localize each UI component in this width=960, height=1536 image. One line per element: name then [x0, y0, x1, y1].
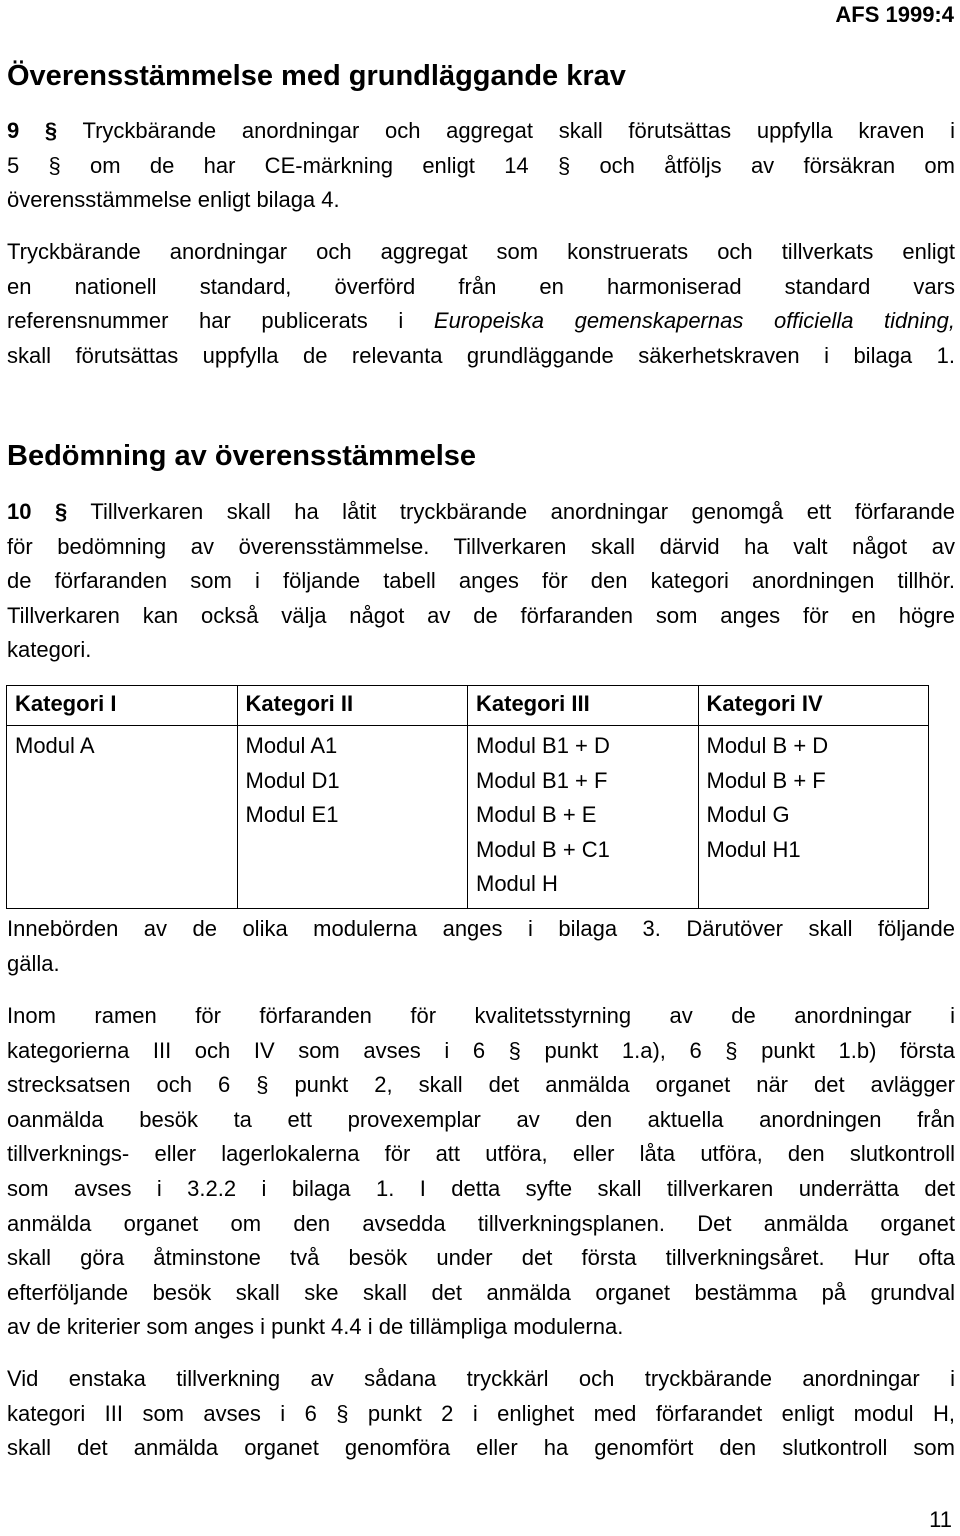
module-item: Modul B1 + D: [476, 733, 610, 758]
paragraph-single-manufacturing: [7, 1362, 955, 1466]
paragraph-9-second: [7, 235, 955, 373]
paragraph-line: Tryckbärande anordningar och aggregat som konstruerats och tillverkats enligt: [7, 239, 955, 264]
paragraph-line: Tillverkaren kan också välja något av de förfaranden som anges för en högre: [7, 602, 955, 628]
category-module-table: [6, 685, 929, 909]
paragraph-line: tillverknings- eller lagerlokalerna för att utföra, eller låta utföra, den slutkontroll: [7, 1141, 955, 1167]
publication-title: Europeiska gemenskapernas officiella tidning,: [433, 308, 955, 334]
paragraph-10: [7, 495, 955, 668]
table-cell: [698, 726, 929, 909]
table-cell: [237, 726, 468, 909]
paragraph-line: överensstämmelse enligt bilaga 4.: [7, 187, 340, 213]
paragraph-line: kategori III som avses i 6 § punkt 2 i enlighet med förfarandet enligt modul H,: [7, 1400, 955, 1426]
module-item: Modul B + E: [476, 802, 597, 828]
paragraph-line: de förfaranden som i följande tabell anges för den kategori anordningen tillhör.: [7, 568, 955, 594]
table-header-cell: Kategori I: [7, 686, 238, 726]
paragraph-text: Tillverkaren skall ha låtit tryckbärande anordningar genomgå ett förfarande: [67, 499, 956, 524]
paragraph-line: skall förutsättas uppfylla de relevanta grundläggande säkerhetskraven i bilaga 1.: [7, 342, 955, 368]
table-header-cell: Kategori IV: [698, 686, 929, 726]
module-item: Modul H: [476, 871, 558, 897]
paragraph-line: oanmälda besök ta ett provexemplar av den aktuella anordningen från: [7, 1106, 955, 1132]
paragraph-line: Vid enstaka tillverkning av sådana tryckkärl och tryckbärande anordningar i: [7, 1366, 955, 1391]
paragraph-line: Innebörden av de olika modulerna anges i bilaga 3. Därutöver skall följande: [7, 916, 955, 941]
section-heading-grundlaggande-krav: Överensstämmelse med grundläggande krav: [7, 60, 626, 92]
document-reference: AFS 1999:4: [835, 2, 954, 27]
module-item: Modul B + D: [706, 733, 829, 758]
paragraph-line: av de kriterier som anges i punkt 4.4 i de tillämpliga modulerna.: [7, 1314, 624, 1340]
table-cell: [468, 726, 699, 909]
paragraph-quality-management: [7, 999, 955, 1345]
paragraph-line: efterföljande besök skall ske skall det anmälda organet bestämma på grundval: [7, 1279, 955, 1305]
paragraph-line: [7, 495, 955, 530]
module-item: Modul B1 + F: [476, 767, 608, 793]
paragraph-line: 5 § om de har CE-märkning enligt 14 § och åtföljs av försäkran om: [7, 152, 955, 178]
paragraph-number: 9 §: [7, 118, 58, 143]
paragraph-line: [7, 114, 955, 149]
paragraph-line: kategori.: [7, 637, 92, 663]
paragraph-line: gälla.: [7, 950, 60, 976]
module-item: Modul B + F: [706, 767, 826, 793]
paragraph-line: skall göra åtminstone två besök under det första tillverkningsåret. Hur ofta: [7, 1245, 955, 1271]
paragraph-line: för bedömning av överensstämmelse. Tillverkaren skall därvid ha valt något av: [7, 533, 955, 559]
table-row: [7, 726, 929, 909]
paragraph-modules-meaning: [7, 912, 955, 981]
module-item: Modul A: [15, 733, 95, 758]
module-item: Modul H1: [706, 836, 801, 862]
paragraph-line: som avses i 3.2.2 i bilaga 1. I detta syfte skall tillverkaren underrätta det: [7, 1175, 955, 1201]
page-number: 11: [929, 1507, 952, 1532]
module-item: Modul B + C1: [476, 836, 610, 862]
module-item: Modul E1: [245, 802, 339, 828]
paragraph-text: Tryckbärande anordningar och aggregat skall förutsättas uppfylla kraven i: [57, 118, 955, 143]
paragraph-line: [7, 304, 955, 339]
table-header-row: [7, 686, 929, 726]
module-item: Modul D1: [245, 767, 340, 793]
paragraph-number: 10 §: [7, 499, 68, 524]
table-cell: [7, 726, 238, 909]
module-item: Modul A1: [245, 733, 338, 758]
module-item: Modul G: [706, 802, 790, 828]
table-header-cell: Kategori II: [237, 686, 468, 726]
section-heading-bedomning: Bedömning av överensstämmelse: [7, 440, 477, 472]
table-header-cell: Kategori III: [468, 686, 699, 726]
paragraph-line: skall det anmälda organet genomföra eller ha genomfört den slutkontroll som: [7, 1435, 955, 1461]
paragraph-text: referensnummer har publicerats i: [7, 308, 434, 334]
paragraph-line: strecksatsen och 6 § punkt 2, skall det anmälda organet när det avlägger: [7, 1072, 955, 1098]
paragraph-9: [7, 114, 955, 218]
paragraph-line: kategorierna III och IV som avses i 6 § punkt 1.a), 6 § punkt 1.b) första: [7, 1037, 955, 1063]
paragraph-line: en nationell standard, överförd från en harmoniserad standard vars: [7, 273, 955, 299]
paragraph-line: anmälda organet om den avsedda tillverkningsplanen. Det anmälda organet: [7, 1210, 955, 1236]
paragraph-line: Inom ramen för förfaranden för kvalitetsstyrning av de anordningar i: [7, 1003, 955, 1028]
